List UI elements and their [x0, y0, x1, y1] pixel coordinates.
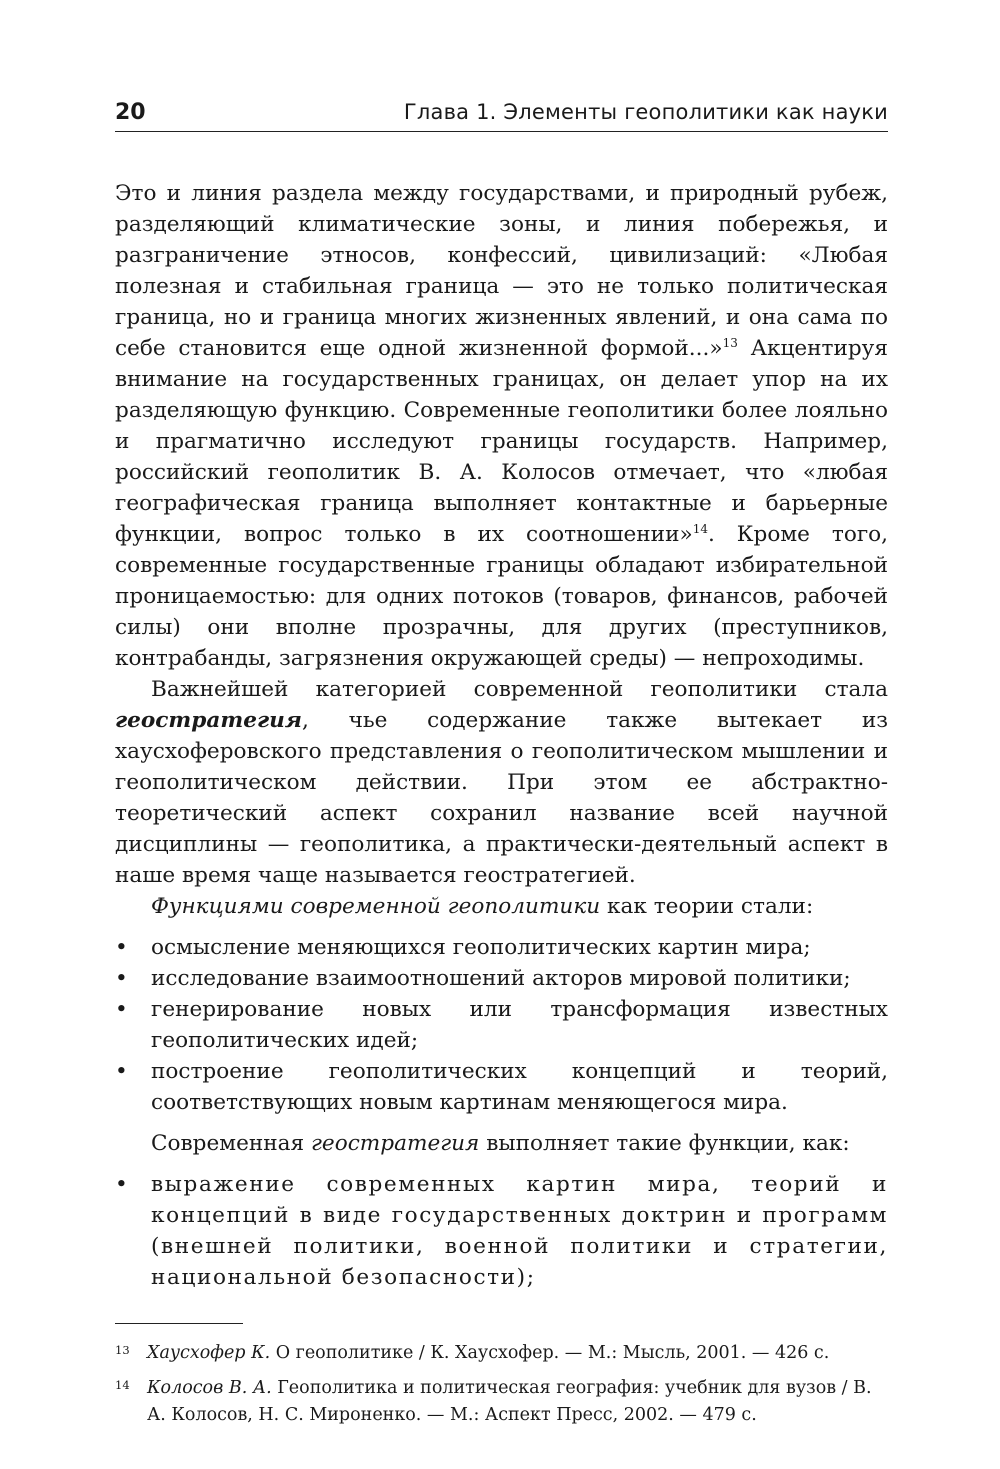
- footnote-ref-14: 14: [692, 522, 708, 536]
- paragraph-text: . Кроме того, современные государственные границы обладают избирательной проницаемостью: для одних потоков (товаров, финансов, рабочей силы) они вполне прозрачны, для других (преступников, контрабанды, загрязнения окружающей среды) — непроходимы.: [115, 522, 889, 671]
- footnote-author: Хаусхофер К.: [147, 1343, 271, 1363]
- key-term: геостратегия: [311, 1131, 480, 1156]
- key-term: Функциями современной геополитики: [151, 894, 601, 919]
- footnote-mark: 13: [115, 1343, 130, 1357]
- footnote-divider: [115, 1323, 243, 1324]
- paragraph-geostrategy-intro: [115, 1128, 888, 1159]
- footnote-14: [115, 1375, 888, 1429]
- paragraph-geostrategy: [115, 674, 888, 891]
- list-item: • осмысление меняющихся геополитических картин мира;: [115, 932, 888, 963]
- paragraph-text: Современная: [151, 1131, 312, 1156]
- list-item: • исследование взаимоотношений акторов мировой политики;: [115, 963, 888, 994]
- functions-list: [115, 932, 888, 1118]
- running-header: [115, 100, 888, 132]
- key-term: геостратегия: [115, 708, 302, 733]
- paragraph-functions-intro: [115, 891, 888, 922]
- list-item: • генерирование новых или трансформация известных геополитических идей;: [115, 994, 888, 1056]
- paragraph-borders: [115, 178, 888, 674]
- footnote-author: Колосов В. А.: [147, 1378, 272, 1398]
- paragraph-text: Это и линия раздела между государствами, и природный рубеж, разделяющий климатические зоны, и линия побережья, и разграничение этносов, конфессий, цивилизаций: «Любая полезная и стабильная граница — это не только политическая граница, но и граница многих жизненных явлений, и она сама по себе становится еще одной жизненной формой...»: [115, 181, 888, 361]
- list-item: • выражение современных картин мира, теорий и концепций в виде государственных доктрин и программ (внешней политики, военной политики и стратегии, национальной безопасности);: [115, 1169, 888, 1293]
- geostrategy-list: [115, 1169, 888, 1293]
- paragraph-text: Акцентируя внимание на государственных границах, он делает упор на их разделяющую функцию. Современные геополитики более лояльно и прагматично исследуют границы государств. Например, российский геополитик В. А. Колосов отмечает, что «любая географическая граница выполняет контактные и барьерные функции, вопрос только в их соотношении»: [115, 336, 888, 547]
- list-item: • построение геополитических концепций и теорий, соответствующих новым картинам меняющегося мира.: [115, 1056, 888, 1118]
- footnote-mark: 14: [115, 1378, 130, 1392]
- footnote-text: О геополитике / К. Хаусхофер. — М.: Мысль, 2001. — 426 с.: [270, 1343, 830, 1363]
- paragraph-text: выполняет такие функции, как:: [479, 1131, 850, 1156]
- paragraph-text: Важнейшей категорией современной геополитики стала: [151, 677, 888, 702]
- chapter-title: Глава 1. Элементы геополитики как науки: [403, 100, 888, 124]
- footnote-ref-13: 13: [722, 336, 738, 350]
- footnote-13: [115, 1340, 888, 1367]
- book-page: [115, 100, 888, 1437]
- paragraph-text: , чье содержание также вытекает из хаусхоферовского представления о геополитическом мышлении и геополитическом действии. При этом ее абстрактно-теоретический аспект сохранил название всей научной дисциплины — геополитика, а практически-деятельный аспект в наше время чаще называется геостратегией.: [115, 708, 888, 888]
- paragraph-text: как теории стали:: [600, 894, 814, 919]
- page-number: 20: [115, 100, 146, 125]
- footnote-text: Геополитика и политическая география: учебник для вузов / В. А. Колосов, Н. С. Мироненко. — М.: Аспект Пресс, 2002. — 479 с.: [147, 1378, 872, 1425]
- body-text: [115, 178, 888, 1293]
- footnotes: [115, 1340, 888, 1429]
